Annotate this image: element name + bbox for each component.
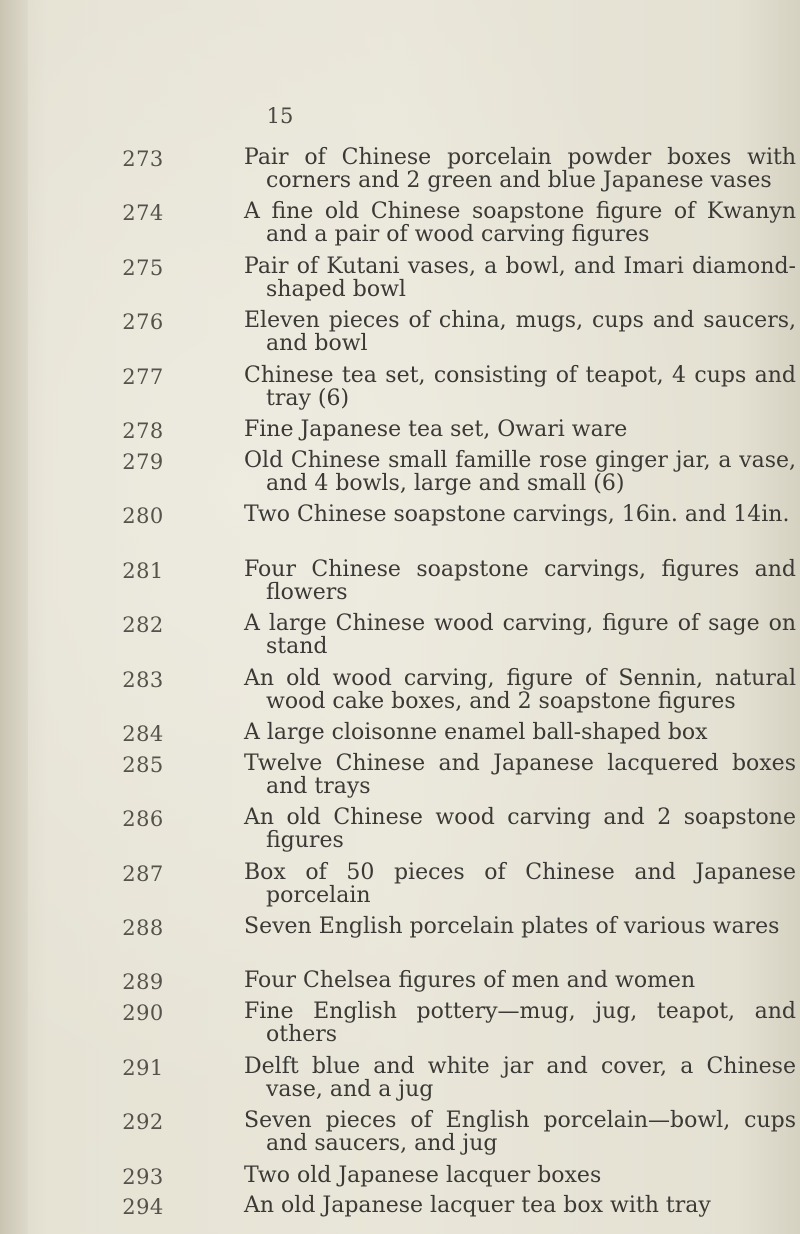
lot-description: A fine old Chinese soapstone figure of Kwanyn and a pair of wood carving figures [244, 199, 796, 247]
lot-number: 276 [122, 310, 164, 334]
lot-description: Pair of Kutani vases, a bowl, and Imari diamond-shaped bowl [244, 254, 796, 302]
lot-number: 286 [122, 807, 164, 831]
lot-description: Twelve Chinese and Japanese lacquered boxes and trays [244, 751, 796, 799]
lot-number: 283 [122, 668, 164, 692]
lot-description: An old Chinese wood carving and 2 soapstone figures [244, 805, 796, 853]
lot-number: 274 [122, 201, 164, 225]
lot-description: Four Chelsea figures of men and women [244, 968, 696, 993]
lot-description: Pair of Chinese porcelain powder boxes with corners and 2 green and blue Japanese vases [244, 145, 796, 193]
lot-description: Old Chinese small famille rose ginger jar, a vase, and 4 bowls, large and small (6) [244, 448, 796, 496]
lot-description: Fine English pottery—mug, jug, teapot, and others [244, 999, 796, 1047]
lot-number: 280 [122, 504, 164, 528]
lot-number: 279 [122, 450, 164, 474]
lot-description: A large Chinese wood carving, figure of sage on stand [244, 611, 796, 659]
lot-number: 277 [122, 365, 164, 389]
lot-description: Delft blue and white jar and cover, a Chinese vase, and a jug [244, 1054, 796, 1102]
lot-number: 282 [122, 613, 164, 637]
lot-number: 284 [122, 722, 164, 746]
lot-description: Four Chinese soapstone carvings, figures and flowers [244, 557, 796, 605]
lot-number: 281 [122, 559, 164, 583]
lot-number: 273 [122, 147, 164, 171]
lot-number: 290 [122, 1001, 164, 1025]
page-edge-shadow [0, 0, 28, 1234]
lot-number: 287 [122, 862, 164, 886]
lot-number: 288 [122, 916, 164, 940]
lot-number: 294 [122, 1195, 164, 1219]
lot-number: 289 [122, 970, 164, 994]
lot-description: Two Chinese soapstone carvings, 16in. and 14in. [244, 502, 790, 527]
lot-description: Chinese tea set, consisting of teapot, 4 cups and tray (6) [244, 363, 796, 411]
lot-number: 292 [122, 1110, 164, 1134]
lot-number: 278 [122, 419, 164, 443]
lot-description: Fine Japanese tea set, Owari ware [244, 417, 628, 442]
lot-description: Seven English porcelain plates of various wares [244, 914, 780, 939]
page-number: 15 [266, 104, 294, 128]
lot-description: Two old Japanese lacquer boxes [244, 1163, 602, 1188]
lot-description: Seven pieces of English porcelain—bowl, cups and saucers, and jug [244, 1108, 796, 1156]
lot-number: 275 [122, 256, 164, 280]
lot-description: Box of 50 pieces of Chinese and Japanese porcelain [244, 860, 796, 908]
lot-description: An old wood carving, figure of Sennin, natural wood cake boxes, and 2 soapstone figures [244, 666, 796, 714]
lot-description: An old Japanese lacquer tea box with tray [244, 1193, 711, 1218]
lot-description: Eleven pieces of china, mugs, cups and saucers, and bowl [244, 308, 796, 356]
lot-number: 285 [122, 753, 164, 777]
lot-number: 293 [122, 1165, 164, 1189]
lot-description: A large cloisonne enamel ball-shaped box [244, 720, 708, 745]
lot-number: 291 [122, 1056, 164, 1080]
